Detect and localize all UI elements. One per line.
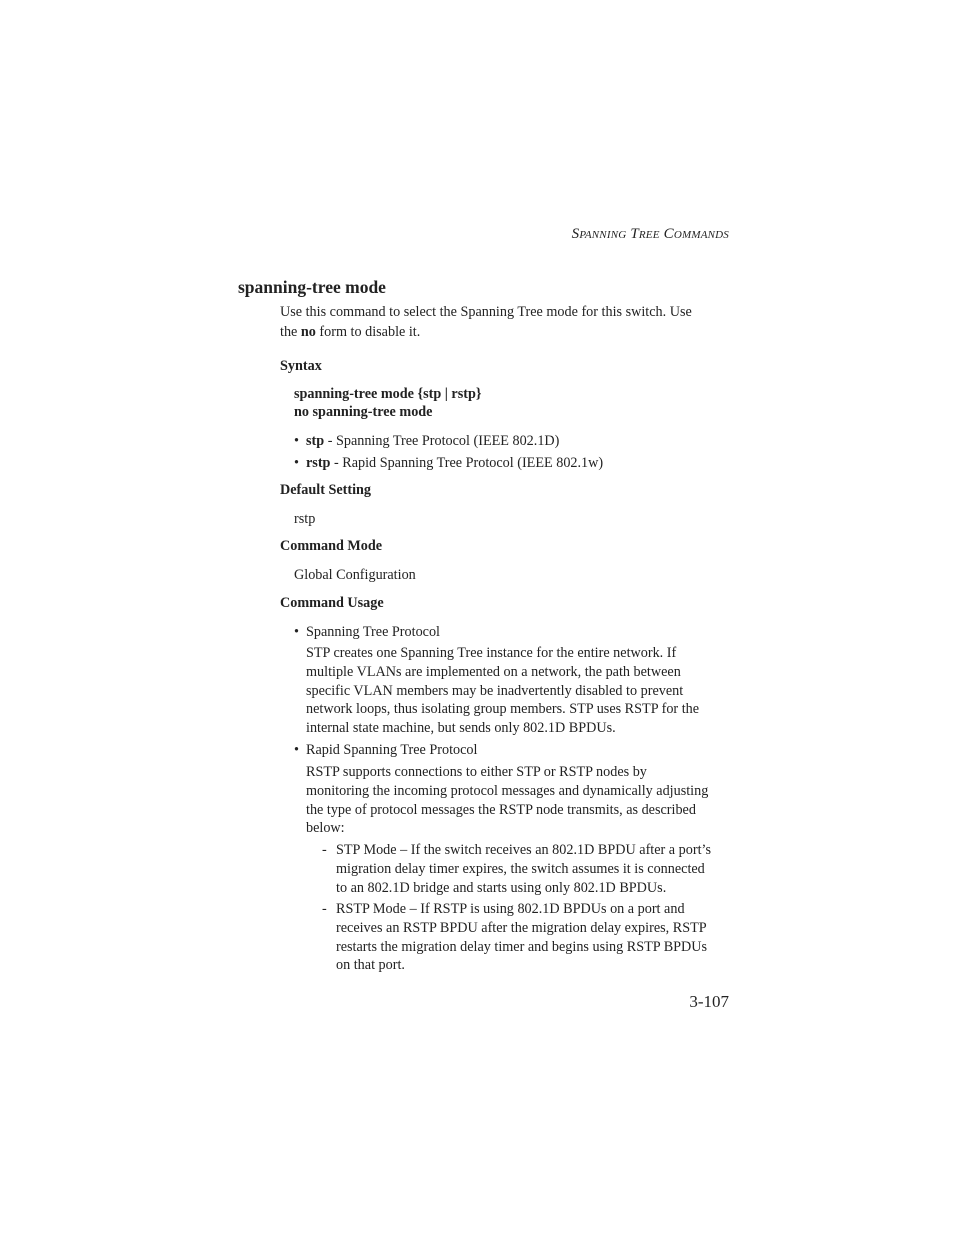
bullet: • [294, 624, 299, 640]
intro-line: Use this command to select the Spanning Tree mode for this switch. Use [280, 304, 692, 320]
command-mode-value: Global Configuration [294, 567, 416, 583]
default-setting-value: rstp [294, 511, 316, 527]
text-line: to an 802.1D bridge and starts using only 802.1D BPDUs. [336, 879, 667, 896]
text-line: RSTP supports connections to either STP or RSTP nodes by [306, 764, 647, 780]
default-setting-heading: Default Setting [280, 482, 372, 498]
text-line: receives an RSTP BPDU after the migration delay expires, RSTP [336, 919, 707, 936]
text-line: monitoring the incoming protocol messages and dynamically adjusting [306, 782, 709, 799]
dash-marker: - [322, 901, 327, 917]
usage-subitem [322, 841, 732, 897]
syntax-option [294, 431, 559, 451]
text-line: RSTP Mode – If RSTP is using 802.1D BPDUs on a port and [336, 901, 685, 917]
text-line: multiple VLANs are implemented on a network, the path between [306, 663, 681, 680]
option-keyword: stp [306, 433, 325, 449]
text-line: on that port. [336, 957, 405, 974]
text-line: below: [306, 820, 345, 837]
usage-item-body [306, 644, 734, 738]
usage-subitem [322, 900, 732, 975]
option-desc: - Spanning Tree Protocol (IEEE 802.1D) [324, 433, 560, 449]
usage-item-body [306, 763, 734, 838]
command-mode-heading: Command Mode [280, 538, 383, 554]
usage-item-title: • Rapid Spanning Tree Protocol [294, 742, 478, 758]
text-line: specific VLAN members may be inadvertently disabled to prevent [306, 682, 684, 699]
command-usage-heading: Command Usage [280, 595, 384, 611]
option-desc: - Rapid Spanning Tree Protocol (IEEE 802.1w) [330, 455, 604, 471]
bullet: • [294, 433, 299, 449]
text-line: STP Mode – If the switch receives an 802.1D BPDU after a port’s [336, 842, 711, 858]
option-keyword: rstp [306, 455, 331, 471]
usage-item-title: • Spanning Tree Protocol [294, 624, 440, 640]
bullet: • [294, 742, 299, 758]
section-title: spanning-tree mode [238, 277, 386, 297]
syntax-option [294, 453, 603, 473]
text-line: network loops, thus isolating group members. STP uses RSTP for the [306, 701, 700, 718]
intro-paragraph [280, 302, 730, 342]
syntax-heading: Syntax [280, 358, 322, 374]
syntax-line: spanning-tree mode {stp | rstp} [294, 386, 482, 402]
syntax-line: no spanning-tree mode [294, 404, 433, 420]
bullet: • [294, 455, 299, 471]
intro-line: the no form to disable it. [280, 324, 421, 340]
text-line: internal state machine, but sends only 802.1D BPDUs. [306, 720, 616, 737]
text-line: STP creates one Spanning Tree instance for the entire network. If [306, 645, 677, 661]
text-line: restarts the migration delay timer and begins using RSTP BPDUs [336, 938, 708, 955]
page-number: 3-107 [689, 992, 729, 1011]
text-line: the type of protocol messages the RSTP node transmits, as described [306, 801, 696, 818]
dash-marker: - [322, 842, 327, 858]
running-header: SPANNING TREE COMMANDS [571, 226, 729, 242]
text-line: migration delay timer expires, the switch assumes it is connected [336, 860, 705, 877]
